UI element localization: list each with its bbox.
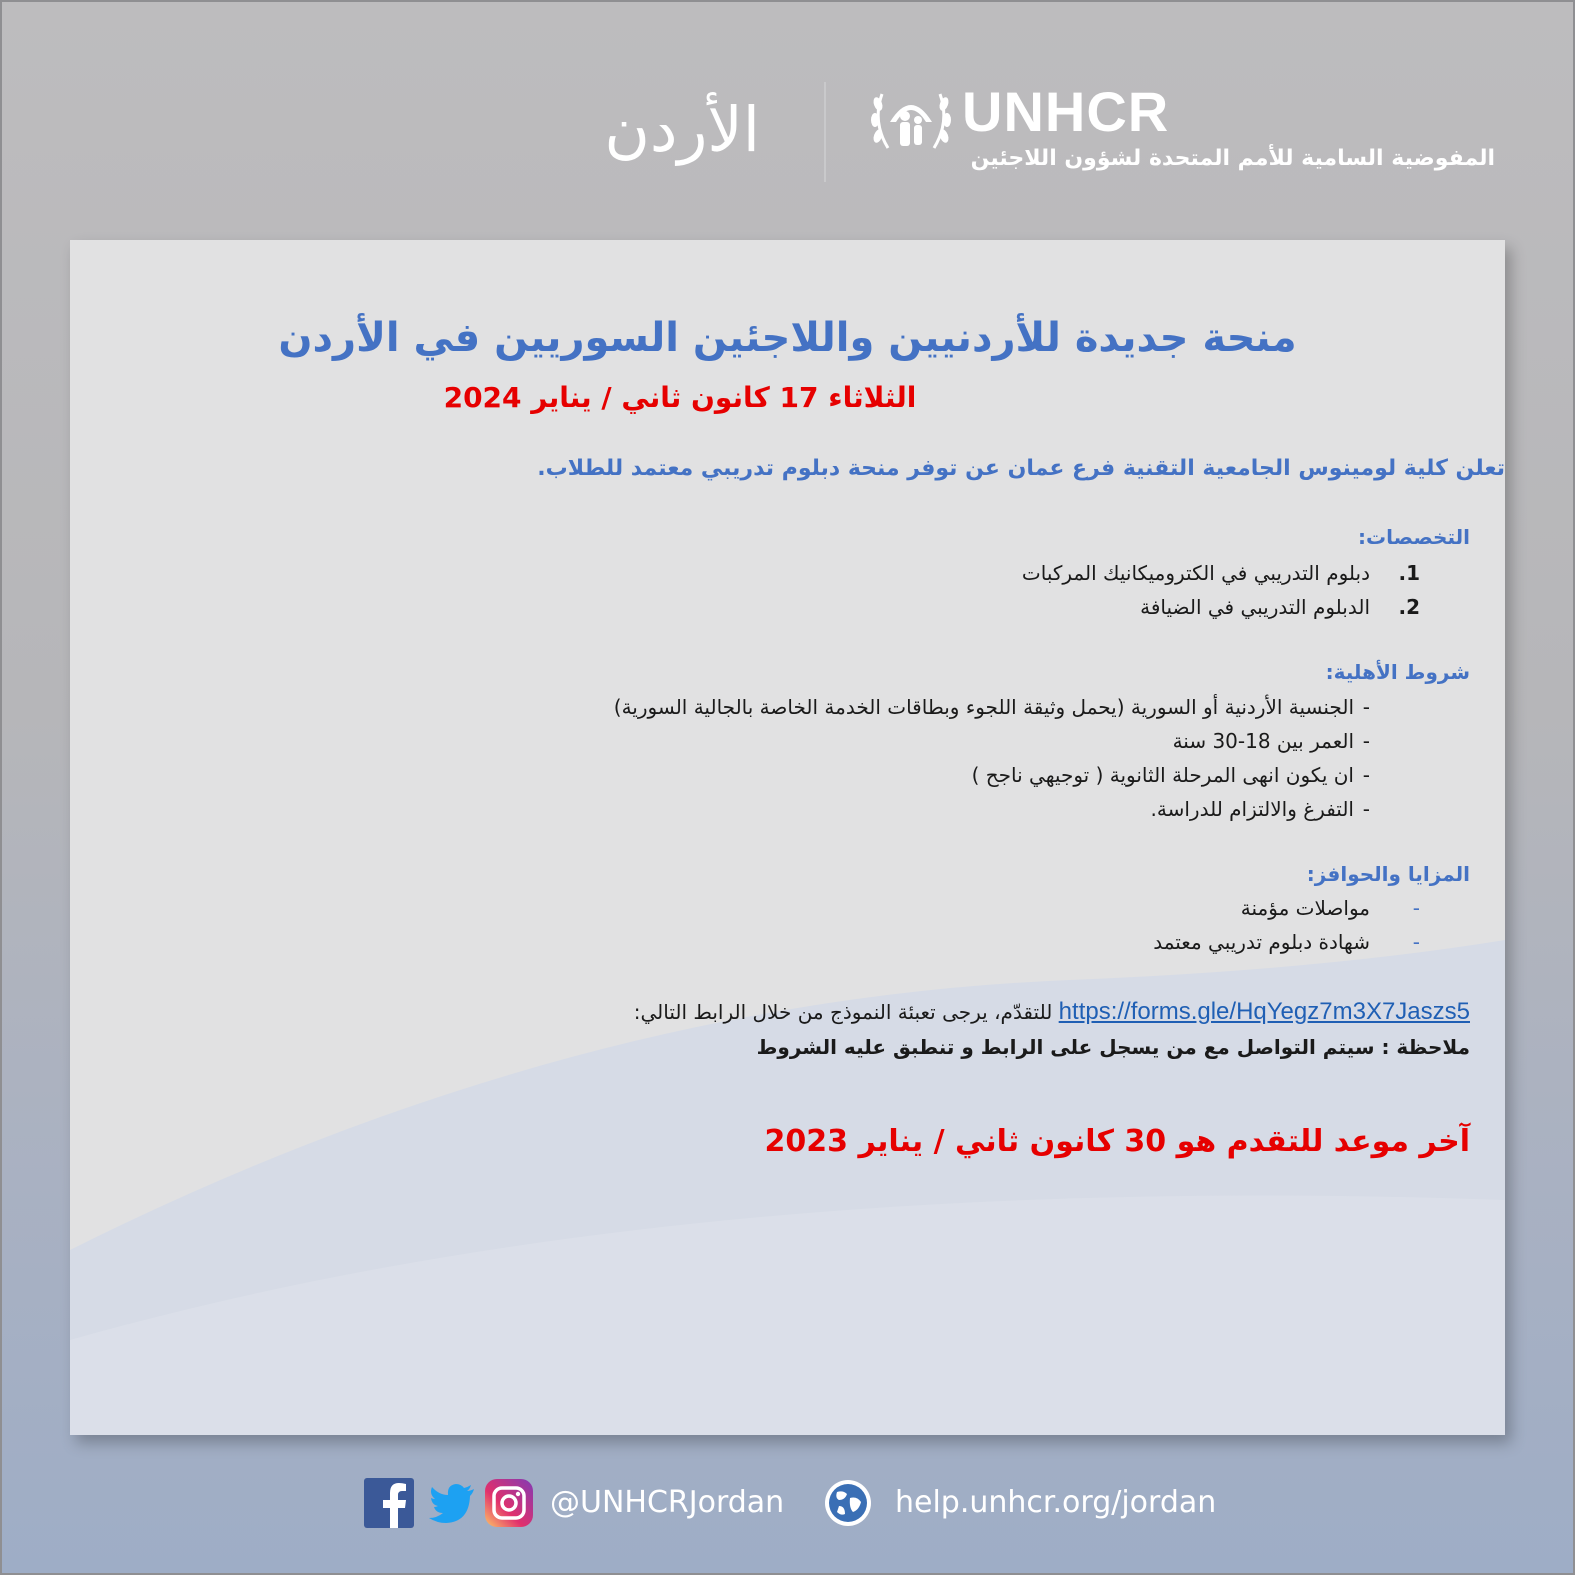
dash-bullet: - [1412, 930, 1420, 954]
instagram-icon[interactable] [484, 1478, 534, 1528]
eligibility-heading: شروط الأهلية: [1325, 660, 1470, 684]
unhcr-emblem-icon [868, 82, 954, 162]
dash-bullet: - [1362, 729, 1370, 753]
header [0, 60, 1575, 190]
list-item: 2. الدبلوم التدريبي في الضيافة [420, 590, 1420, 624]
list-item: 1. دبلوم التدريبي في الكتروميكانيك المركبات [420, 556, 1420, 590]
list-item: - العمر بين 18-30 سنة [370, 724, 1370, 758]
twitter-icon[interactable] [428, 1478, 478, 1528]
social-handle[interactable]: @UNHCRJordan [550, 1485, 785, 1520]
header-divider [824, 82, 826, 182]
list-number: 1. [1398, 561, 1420, 585]
apply-instructions: للتقدّم، يرجى تعبئة النموذج من خلال الرابط التالي: https://forms.gle/HqYegz7m3X7Jaszs5 [633, 998, 1470, 1025]
country-title: الأردن [604, 93, 760, 166]
list-number: 2. [1398, 595, 1420, 619]
facebook-icon[interactable] [364, 1478, 414, 1528]
deadline-text: آخر موعد للتقدم هو 30 كانون ثاني / يناير 2023 [764, 1124, 1470, 1159]
website-link[interactable]: help.unhcr.org/jordan [895, 1485, 1217, 1520]
footer [0, 1470, 1575, 1540]
list-item: - التفرغ والالتزام للدراسة. [370, 792, 1370, 826]
dash-bullet: - [1362, 695, 1370, 719]
logo-subtitle: المفوضية السامية للأمم المتحدة لشؤون اللاجئين [970, 146, 1495, 171]
note-text: ملاحظة : سيتم التواصل مع من يسجل على الرابط و تنطبق عليه الشروط [756, 1035, 1470, 1059]
specializations-list [420, 556, 1420, 624]
list-item: - مواصلات مؤمنة [770, 891, 1370, 925]
announcement-date: الثلاثاء 17 كانون ثاني / يناير 2024 [443, 381, 917, 414]
list-item: - شهادة دبلوم تدريبي معتمد [770, 925, 1370, 959]
application-form-link[interactable]: https://forms.gle/HqYegz7m3X7Jaszs5 [1058, 998, 1470, 1025]
logo-wordmark: UNHCR [962, 80, 1170, 143]
announcement-card [70, 240, 1505, 1435]
specializations-heading: التخصصات: [1358, 525, 1470, 549]
list-item: - الجنسية الأردنية أو السورية (يحمل وثيقة اللجوء وبطاقات الخدمة الخاصة بالجالية السورية) [370, 690, 1370, 724]
dash-bullet: - [1362, 763, 1370, 787]
benefits-list [770, 891, 1420, 959]
list-item: - ان يكون انهى المرحلة الثانوية ( توجيهي ناجح ) [370, 758, 1370, 792]
benefits-heading: المزايا والحوافز: [1306, 862, 1470, 886]
globe-icon[interactable] [823, 1478, 873, 1528]
eligibility-list [370, 690, 1370, 826]
dash-bullet: - [1362, 797, 1370, 821]
intro-text: تعلن كلية لومينوس الجامعية التقنية فرع عمان عن توفر منحة دبلوم تدريبي معتمد للطلاب. [537, 456, 1505, 481]
announcement-title: منحة جديدة للأردنيين واللاجئين السوريين في الأردن [278, 315, 1297, 361]
dash-bullet: - [1412, 896, 1420, 920]
